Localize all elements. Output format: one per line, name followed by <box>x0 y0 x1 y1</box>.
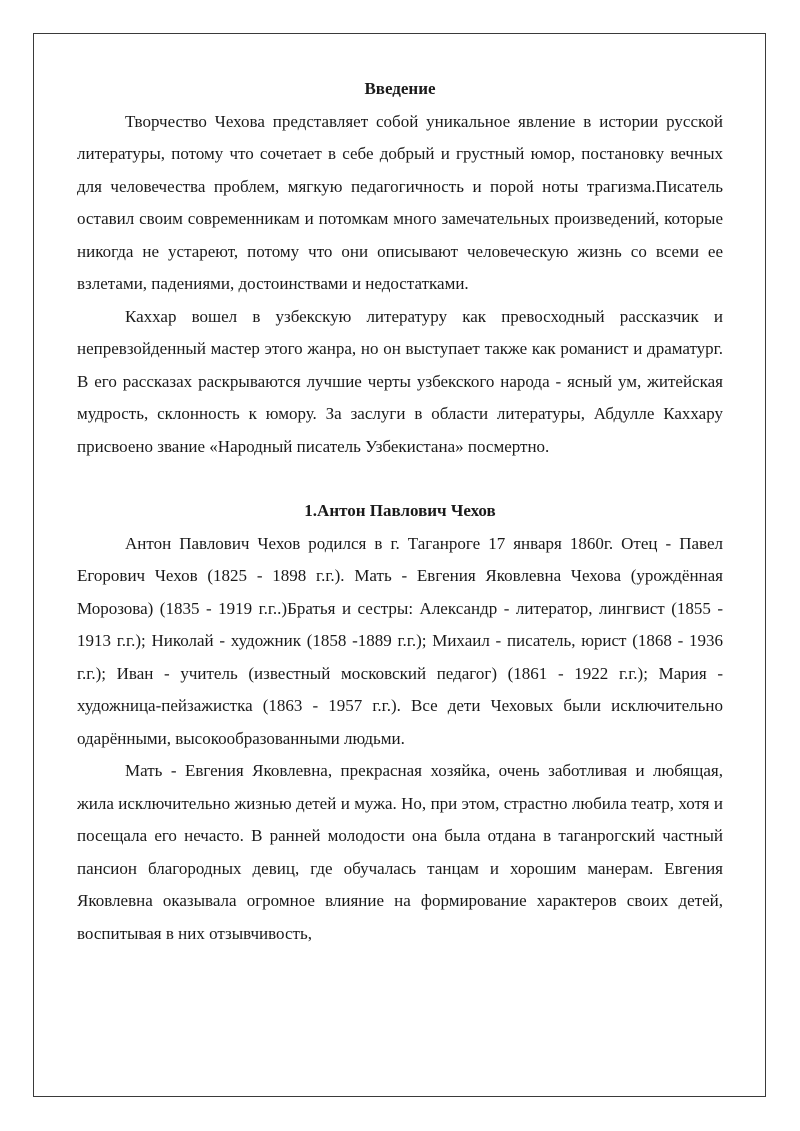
intro-paragraph-1: Творчество Чехова представляет собой уникальное явление в истории русской литературы, потому что сочетает в себе добрый и грустный юмор, постановку вечных для человечества проблем, мягкую педагогичность и порой ноты трагизма.Писатель оставил своим современникам и потомкам много замечательных произведений, которые никогда не устареют, потому что они описывают человеческую жизнь со всеми ее взлетами, падениями, достоинствами и недостатками. <box>77 111 723 293</box>
section-1-heading: 1.Антон Павлович Чехов <box>304 501 496 520</box>
intro-heading: Введение <box>364 79 436 98</box>
section-1-paragraph-2: Мать - Евгения Яковлевна, прекрасная хозяйка, очень заботливая и любящая, жила исключительно жизнью детей и мужа. Но, при этом, страстно любила театр, хотя и посещала его нечасто. В ранней молодости она была отдана в таганрогский частный пансион благородных девиц, где обучалась танцам и хорошим манерам. Евгения Яковлевна оказывала огромное влияние на формирование характеров своих детей, воспитывая в них отзывчивость, <box>77 761 723 943</box>
document-body <box>77 73 723 950</box>
intro-paragraph-2: Каххар вошел в узбекскую литературу как превосходный рассказчик и непревзойденный мастер этого жанра, но он выступает также как романист и драматург. В его рассказах раскрываются лучшие черты узбекского народа - ясный ум, житейская мудрость, склонность к юмору. За заслуги в области литературы, Абдулле Каххару присвоено звание «Народный писатель Узбекистана» посмертно. <box>77 306 723 456</box>
section-1-paragraph-1: Антон Павлович Чехов родился в г. Таганроге 17 января 1860г. Отец - Павел Егорович Чехов (1825 - 1898 г.г.). Мать - Евгения Яковлевна Чехова (урождённая Морозова) (1835 - 1919 г.г..)Братья и сестры: Александр - литератор, лингвист (1855 - 1913 г.г.); Николай - художник (1858 -1889 г.г.); Михаил - писатель, юрист (1868 - 1936 г.г.); Иван - учитель (известный московский педагог) (1861 - 1922 г.г.); Мария - художница-пейзажистка (1863 - 1957 г.г.). Все дети Чеховых были исключительно одарёнными, высокообразованными людьми. <box>77 533 723 748</box>
